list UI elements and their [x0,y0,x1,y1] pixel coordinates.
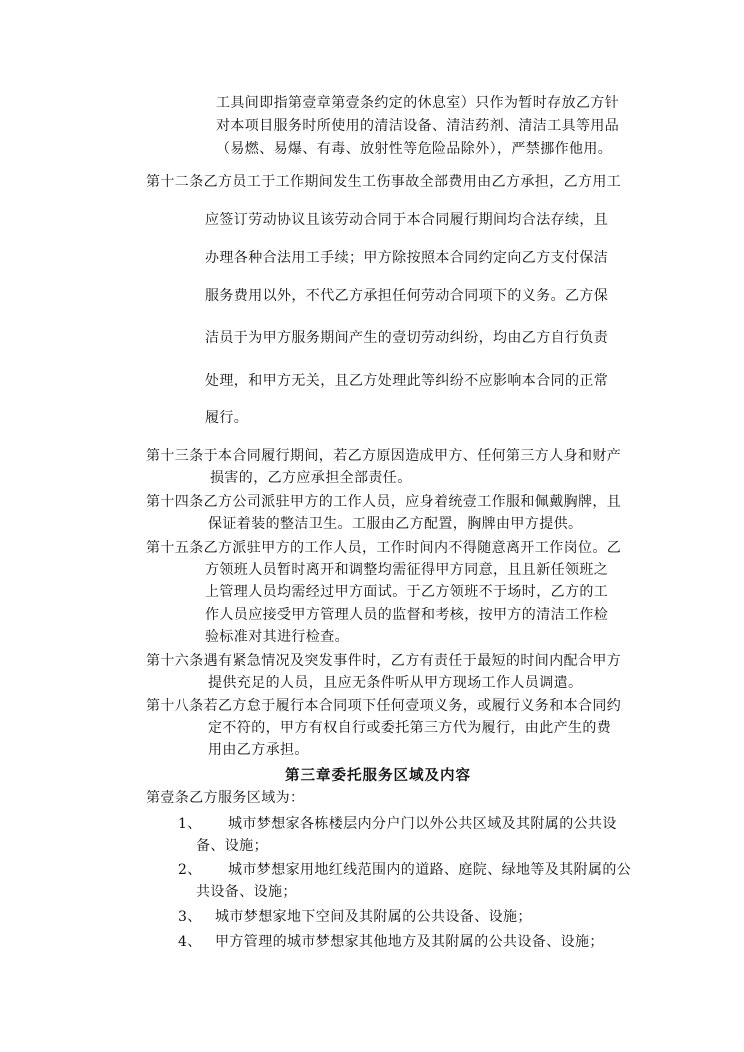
article-15-line-5: 验标准对其进行检查。 [205,629,349,645]
chapter-3-title: 第三章委托服务区域及内容 [285,767,471,784]
article-16-line-2: 提供充足的人员，且应无条件听从甲方现场工作人员调遣。 [208,675,583,691]
article-12-line-2: 应签订劳动协议且该劳动合同于本合同履行期间均合法存续，且 [205,212,609,228]
list-item-line: 共设备、设施； [196,884,297,900]
list-item-line: 备、设施； [196,838,268,854]
article-16-line-1: 第十六条遇有紧急情况及突发事件时，乙方有责任于最短的时间内配合甲方 [146,653,622,669]
list-item-line: 城市梦想家地下空间及其附属的公共设备、设施； [215,909,532,925]
list-item-number: 4、 [178,934,202,950]
list-item-line: 城市梦想家各栋楼层内分户门以外公共区域及其附属的公共设 [228,816,617,832]
article-18-line-2: 定不符的，甲方有权自行或委托第三方代为履行，由此产生的费 [208,720,612,736]
article-18-line-3: 用由乙方承担。 [208,742,309,758]
list-item-line: 城市梦想家用地红线范围内的道路、庭院、绿地等及其附属的公 [228,862,632,878]
article-14-line-1: 第十四条乙方公司派驻甲方的工作人员，应身着统壹工作服和佩戴胸牌，且 [146,494,622,510]
article-15-line-3: 上管理人员均需经过甲方面试。于乙方领班不于场时，乙方的工 [205,584,609,600]
article-11-line-1: 工具间即指第壹章第壹条约定的休息室）只作为暂时存放乙方针 [216,95,620,111]
article-12-line-1: 第十二条乙方员工于工作期间发生工伤事故全部费用由乙方承担，乙方用工 [146,174,622,190]
list-item-number: 2、 [178,862,202,878]
article-18-line-1: 第十八条若乙方怠于履行本合同项下任何壹项义务，或履行义务和本合同约 [146,698,622,714]
chapter-3-intro: 第壹条乙方服务区域为： [146,790,305,806]
article-12-line-3: 办理各种合法用工手续；甲方除按照本合同约定向乙方支付保洁 [205,250,609,266]
article-12-line-7: 履行。 [205,410,249,426]
list-item-line: 甲方管理的城市梦想家其他地方及其附属的公共设备、设施； [215,934,604,950]
article-11-line-3: （易燃、易爆、有毒、放射性等危险品除外），严禁挪作他用。 [216,141,613,157]
article-12-line-4: 服务费用以外，不代乙方承担任何劳动合同项下的义务。乙方保 [205,288,609,304]
article-14-line-2: 保证着装的整洁卫生。工服由乙方配置，胸牌由甲方提供。 [208,516,583,532]
article-13-line-2: 损害的，乙方应承担全部责任。 [210,470,412,486]
list-item-number: 3、 [178,909,202,925]
article-15-line-4: 作人员应接受甲方管理人员的监督和考核，按甲方的清洁工作检 [205,607,609,623]
article-15-line-2: 方领班人员暂时离开和调整均需征得甲方同意，且且新任领班之 [205,562,609,578]
article-15-line-1: 第十五条乙方派驻甲方的工作人员，工作时间内不得随意离开工作岗位。乙 [146,540,622,556]
article-11-line-2: 对本项目服务时所使用的清洁设备、清洁药剂、清洁工具等用品 [216,118,620,134]
list-item-number: 1、 [178,816,202,832]
article-13-line-1: 第十三条于本合同履行期间，若乙方原因造成甲方、任何第三方人身和财产 [146,448,622,464]
article-12-line-6: 处理，和甲方无关，且乙方处理此等纠纷不应影响本合同的正常 [205,373,609,389]
article-12-line-5: 洁员于为甲方服务期间产生的壹切劳动纠纷，均由乙方自行负责 [205,330,609,346]
